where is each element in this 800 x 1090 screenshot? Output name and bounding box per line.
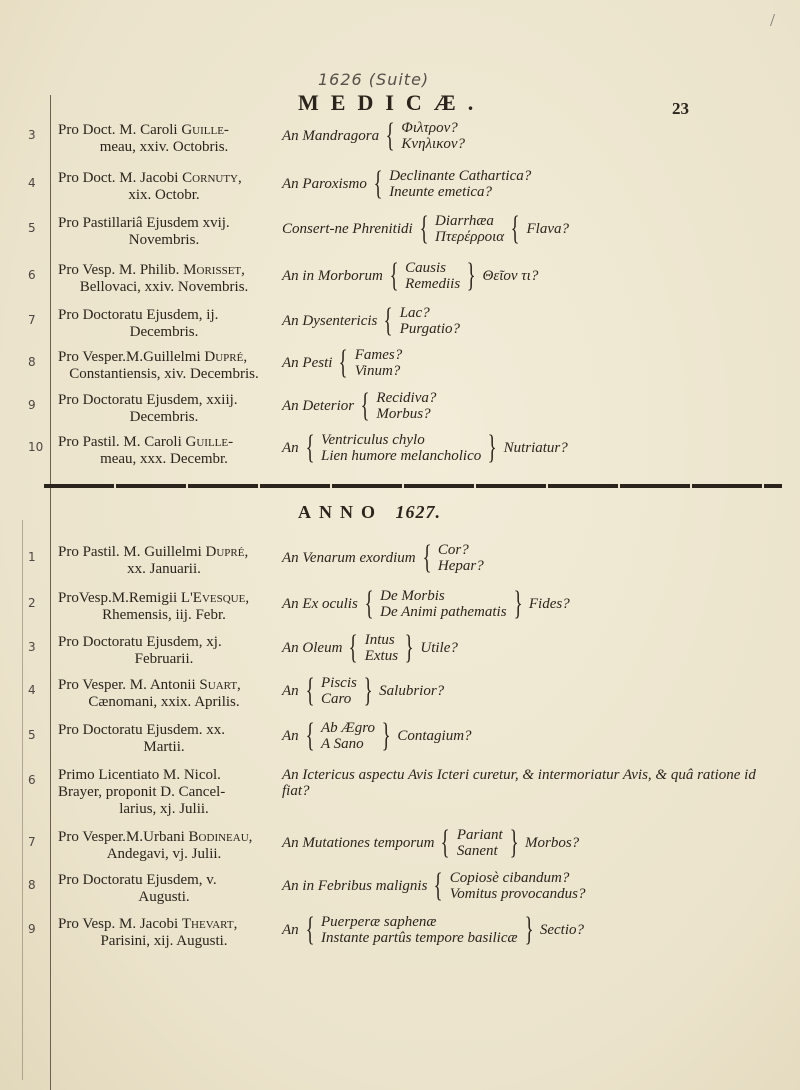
question-options: [376, 390, 436, 422]
question-option: Morbus?: [376, 406, 431, 422]
question-options: [450, 870, 586, 902]
question-option: Cor?: [437, 542, 469, 558]
occasion-text: Pro Vesper. M. Antonii: [58, 677, 200, 693]
question-option: Puerperæ saphenæ: [321, 914, 437, 930]
question-tail: Θεῖον τι?: [482, 268, 539, 284]
question-option: Intus: [364, 632, 395, 648]
thesis-number: 7: [28, 835, 36, 849]
thesis-question: [282, 117, 782, 154]
occasion-date: Parisini, xij. Augusti.: [100, 933, 228, 949]
thesis-occasion: [58, 392, 270, 426]
thesis-number: 3: [28, 128, 36, 142]
question-option: Pariant: [456, 827, 503, 843]
page-number: 23: [672, 99, 689, 118]
occasion-date: meau, xxx. Decembr.: [100, 451, 228, 467]
candidate-name: Dupré,: [205, 544, 249, 560]
question-option: A Sano: [321, 736, 364, 752]
occasion-text: Pro Vesper.M.Guillelmi: [58, 349, 205, 365]
brace: {: [510, 210, 520, 247]
occasion-text: Pro Doctoratu Ejusdem, v.: [58, 872, 217, 888]
occasion-text: Primo Licentiato M. Nicol.: [58, 767, 221, 783]
thesis-question: [282, 344, 782, 381]
candidate-name: Thevart,: [181, 916, 238, 932]
question-lead: An Dysentericis: [282, 313, 378, 329]
occasion-text: Pro Pastil. M. Caroli: [58, 434, 186, 450]
question-options: [321, 914, 518, 946]
question-option: Causis: [405, 260, 447, 276]
year-value: 1627.: [395, 502, 441, 522]
thesis-question: [282, 767, 782, 799]
question-lead: An: [282, 922, 299, 938]
brace: }: [404, 629, 414, 666]
question-option: Φιλτρον?: [401, 120, 458, 136]
year-heading: [298, 502, 441, 523]
occasion-text: Pro Vesp. M. Jacobi: [58, 916, 182, 932]
brace: {: [305, 429, 315, 466]
thesis-number: 3: [28, 640, 36, 654]
thesis-number: 5: [28, 728, 36, 742]
occasion-line: Brayer, proponit D. Cancel-: [58, 784, 226, 800]
question-tail: Morbos?: [524, 835, 580, 851]
question-option: Piscis: [321, 675, 357, 691]
candidate-name: Dupré,: [204, 349, 248, 365]
thesis-number: 4: [28, 683, 36, 697]
thesis-question: [282, 429, 782, 466]
question-lead: An: [282, 440, 299, 456]
thesis-number: 6: [28, 268, 36, 282]
occasion-date: Februarii.: [134, 651, 194, 667]
margin-rule: [50, 95, 51, 1090]
question-options: [405, 260, 460, 292]
occasion-date: Constantiensis, xiv. Decembris.: [69, 366, 259, 382]
question-tail: Flava?: [526, 221, 570, 237]
question-option: Hepar?: [437, 558, 484, 574]
occasion-text: Pro Pastillariâ Ejusdem xvij.: [58, 215, 230, 231]
question-lead: An Deterior: [282, 398, 355, 414]
brace: {: [384, 302, 394, 339]
thesis-occasion: [58, 122, 270, 156]
thesis-number: 2: [28, 596, 36, 610]
thesis-number: 7: [28, 313, 36, 327]
brace: {: [389, 257, 399, 294]
question-options: [380, 588, 506, 620]
occasion-date: xix. Octobr.: [128, 187, 200, 203]
occasion-date: xx. Januarii.: [127, 561, 201, 577]
brace: }: [524, 911, 534, 948]
thesis-occasion: [58, 829, 270, 863]
candidate-name: Morisset,: [183, 262, 245, 278]
question-option: Purgatio?: [399, 321, 460, 337]
occasion-text: Pro Doctoratu Ejusdem. xx.: [58, 722, 226, 738]
thesis-question: [282, 585, 782, 622]
occasion-text: Pro Vesp. M. Philib.: [58, 262, 184, 278]
question-option: Declinante Cathartica?: [389, 168, 532, 184]
thesis-question: [282, 672, 782, 709]
question-tail: Nutriatur?: [503, 440, 568, 456]
brace: {: [385, 117, 395, 154]
question-options: [355, 347, 403, 379]
thesis-number: 10: [28, 440, 44, 454]
occasion-text: ProVesp.M.Remigii L': [58, 590, 193, 606]
occasion-date: Rhemensis, iij. Febr.: [102, 607, 226, 623]
thesis-occasion: [58, 916, 270, 950]
question-option: Fames?: [354, 347, 403, 363]
thesis-number: 5: [28, 221, 36, 235]
occasion-date: Cænomani, xxix. Aprilis.: [88, 694, 240, 710]
brace: {: [305, 717, 315, 754]
question-options: [321, 432, 481, 464]
question-lead: An Oleum: [282, 640, 343, 656]
question-option: Sanent: [456, 843, 498, 859]
thesis-number: 4: [28, 176, 36, 190]
thesis-occasion: [58, 634, 270, 668]
question-option: De Morbis: [380, 588, 445, 604]
question-tail: Sectio?: [539, 922, 585, 938]
occasion-date: larius, xj. Julii.: [119, 801, 209, 817]
occasion-text: Pro Doctoratu Ejusdem, xxiij.: [58, 392, 238, 408]
brace: {: [373, 165, 383, 202]
brace: }: [513, 585, 523, 622]
question-options: [401, 120, 465, 152]
question-option: Lac?: [399, 305, 430, 321]
occasion-text: Pro Vesper.M.Urbani: [58, 829, 189, 845]
thesis-question: [282, 629, 782, 666]
candidate-name: Cornuty,: [182, 170, 242, 186]
question-options: [321, 720, 375, 752]
question-tail: Contagium?: [397, 728, 472, 744]
question-lead: An: [282, 683, 299, 699]
question-tail: Salubrior?: [379, 683, 445, 699]
thesis-number: 8: [28, 878, 36, 892]
question-lead: An Mutationes temporum: [282, 835, 435, 851]
thesis-question: [282, 911, 782, 948]
thesis-number: 9: [28, 922, 36, 936]
brace: {: [434, 867, 444, 904]
thesis-question: [282, 257, 782, 294]
question-text: An Ictericus aspectu Avis Icteri curetur, & intermoriatur Avis, & quâ ratione id fiat?: [282, 767, 756, 799]
question-option: Κνηλικον?: [401, 136, 466, 152]
occasion-date: Novembris.: [128, 232, 200, 248]
thesis-occasion: [58, 349, 270, 383]
year-label: ANNO: [298, 502, 383, 522]
brace: {: [419, 210, 429, 247]
brace: {: [339, 344, 349, 381]
question-option: Ab Ægro: [321, 720, 376, 736]
brace: }: [509, 824, 519, 861]
thesis-occasion: [58, 590, 270, 624]
question-option: Copiosè cibandum?: [449, 870, 570, 886]
brace: {: [360, 387, 370, 424]
occasion-text: Pro Pastil. M. Guillelmi: [58, 544, 206, 560]
margin-rule-outer: [22, 520, 23, 1080]
corner-mark: /: [770, 10, 776, 30]
brace: }: [487, 429, 497, 466]
brace: {: [305, 672, 315, 709]
question-option: Instante partûs tempore basilicæ: [321, 930, 518, 946]
occasion-date: Augusti.: [138, 889, 190, 905]
question-options: [321, 675, 357, 707]
thesis-question: [282, 824, 782, 861]
thesis-occasion: [58, 215, 270, 249]
thesis-question: [282, 210, 782, 247]
question-lead: An Pesti: [282, 355, 333, 371]
question-options: [365, 632, 398, 664]
question-tail: Fides?: [528, 596, 570, 612]
brace: {: [441, 824, 451, 861]
handwritten-annotation: 1626 (Suite): [318, 70, 430, 89]
brace: {: [422, 539, 432, 576]
question-option: Recidiva?: [376, 390, 437, 406]
occasion-date: Decembris.: [129, 324, 199, 340]
occasion-date: Martii.: [143, 739, 185, 755]
question-option: Ventriculus chylo: [321, 432, 425, 448]
question-option: Extus: [364, 648, 399, 664]
question-lead: An Venarum exordium: [282, 550, 416, 566]
question-lead: An in Febribus malignis: [282, 878, 428, 894]
question-option: Lien humore melancholico: [321, 448, 482, 464]
question-tail: Utile?: [420, 640, 458, 656]
thesis-occasion: [58, 722, 270, 756]
candidate-name: Bodineau,: [188, 829, 253, 845]
occasion-date: Decembris.: [129, 409, 199, 425]
thesis-number: 6: [28, 773, 36, 787]
thesis-occasion: [58, 544, 270, 578]
occasion-text: Pro Doctoratu Ejusdem, xj.: [58, 634, 222, 650]
brace: }: [363, 672, 373, 709]
thesis-question: [282, 539, 782, 576]
question-options: [400, 305, 460, 337]
thesis-occasion: [58, 872, 270, 906]
question-lead: An Mandragora: [282, 128, 380, 144]
occasion-text: Pro Doct. M. Jacobi: [58, 170, 183, 186]
question-lead: An Ex oculis: [282, 596, 358, 612]
brace: }: [466, 257, 476, 294]
thesis-question: [282, 302, 782, 339]
thesis-question: [282, 717, 782, 754]
question-options: [389, 168, 531, 200]
question-lead: An Paroxismo: [282, 176, 367, 192]
candidate-name: Suart,: [199, 677, 241, 693]
question-lead: Consert-ne Phrenitidi: [282, 221, 413, 237]
brace: }: [381, 717, 391, 754]
question-options: [435, 213, 504, 245]
brace: {: [349, 629, 359, 666]
question-option: Diarrhæa: [435, 213, 494, 229]
question-lead: An in Morborum: [282, 268, 383, 284]
question-option: De Animi pathematis: [380, 604, 507, 620]
thesis-question: [282, 867, 782, 904]
thesis-occasion: [58, 434, 270, 468]
thesis-question: [282, 165, 782, 202]
question-option: Remediis: [405, 276, 461, 292]
brace: {: [364, 585, 374, 622]
thesis-occasion: [58, 677, 270, 711]
occasion-text: Pro Doct. M. Caroli: [58, 122, 182, 138]
thesis-number: 8: [28, 355, 36, 369]
occasion-date: Andegavi, vj. Julii.: [106, 846, 222, 862]
candidate-name: Guille-: [181, 122, 229, 138]
question-option: Vinum?: [354, 363, 401, 379]
occasion-date: Bellovaci, xxiv. Novembris.: [79, 279, 249, 295]
question-option: Caro: [321, 691, 352, 707]
thesis-question: [282, 387, 782, 424]
occasion-date: meau, xxiv. Octobris.: [99, 139, 229, 155]
thesis-number: 9: [28, 398, 36, 412]
thesis-number: 1: [28, 550, 36, 564]
candidate-name: Guille-: [185, 434, 234, 450]
section-rule: [44, 484, 782, 488]
question-options: [438, 542, 484, 574]
candidate-name: Evesque,: [192, 590, 250, 606]
thesis-occasion: [58, 307, 270, 341]
thesis-occasion: [58, 170, 270, 204]
thesis-occasion: [58, 767, 270, 818]
question-option: Πτερέρροια: [435, 229, 505, 245]
thesis-occasion: [58, 262, 270, 296]
question-options: [457, 827, 503, 859]
question-lead: An: [282, 728, 299, 744]
question-option: Vomitus provocandus?: [449, 886, 586, 902]
page-header: MEDICÆ.: [298, 90, 486, 115]
question-option: Ineunte emetica?: [389, 184, 493, 200]
occasion-text: Pro Doctoratu Ejusdem, ij.: [58, 307, 219, 323]
brace: {: [305, 911, 315, 948]
